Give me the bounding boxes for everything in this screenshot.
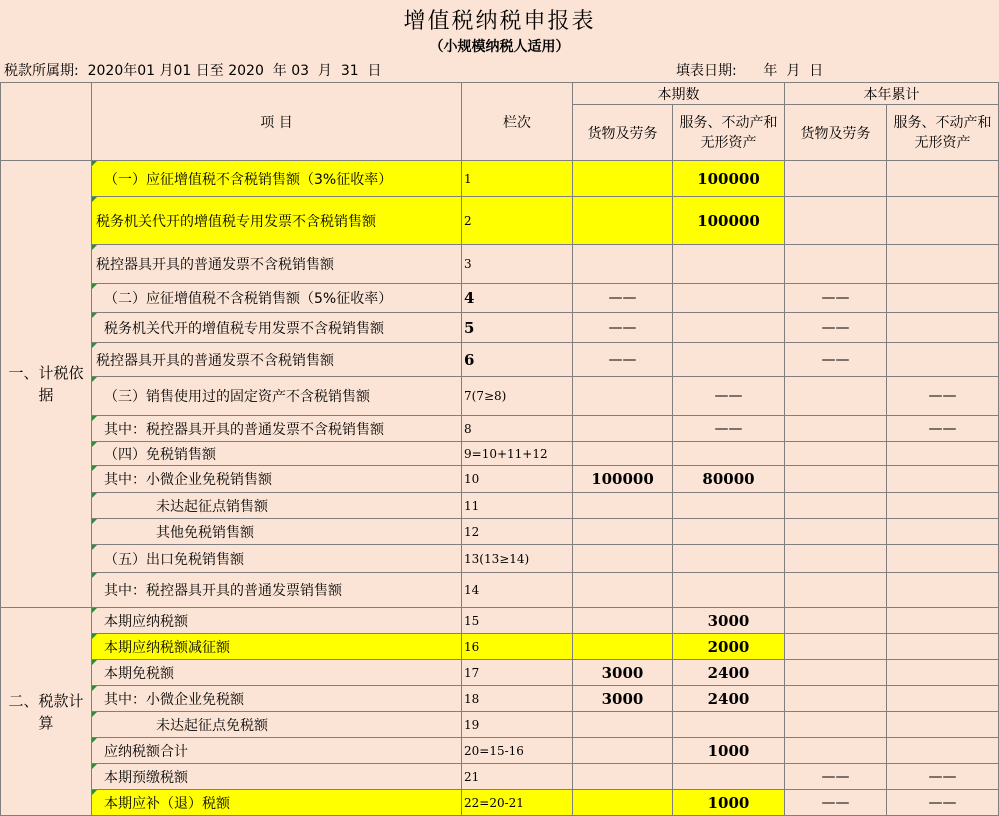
row-services[interactable]: 100000 [673,161,785,197]
row-ytd-goods: —— [785,790,887,816]
row-item: 未达起征点免税额 [92,712,462,738]
row-ytd-services: —— [887,377,999,416]
row-goods[interactable] [573,245,673,284]
row-ytd-services[interactable] [887,545,999,573]
row-goods[interactable] [573,573,673,608]
row-item: 应纳税额合计 [92,738,462,764]
row-ytd-services[interactable] [887,712,999,738]
header-corner [1,83,92,161]
row-ytd-goods[interactable] [785,197,887,245]
row-item: 其他免税销售额 [92,519,462,545]
row-item: 本期应纳税额减征额 [92,634,462,660]
row-item: 本期预缴税额 [92,764,462,790]
fill-date: 填表日期: 年 月 日 [676,63,824,79]
row-services[interactable] [673,245,785,284]
row-goods: —— [573,284,673,313]
row-line: 10 [462,466,573,493]
row-item: 本期免税额 [92,660,462,686]
row-ytd-goods: —— [785,343,887,377]
row-goods[interactable] [573,738,673,764]
row-services[interactable] [673,284,785,313]
header-ytd-goods: 货物及劳务 [785,105,887,161]
row-ytd-services: —— [887,790,999,816]
row-item: （四）免税销售额 [92,442,462,466]
row-ytd-goods[interactable] [785,466,887,493]
form-title: 增值税纳税申报表 [403,9,596,34]
row-line: 22=20-21 [462,790,573,816]
row-ytd-services[interactable] [887,519,999,545]
row-goods[interactable] [573,608,673,634]
row-services[interactable]: 100000 [673,197,785,245]
row-ytd-goods[interactable] [785,161,887,197]
row-ytd-services[interactable] [887,608,999,634]
row-line: 15 [462,608,573,634]
row-item: 未达起征点销售额 [92,493,462,519]
row-ytd-services[interactable] [887,245,999,284]
row-ytd-services: —— [887,764,999,790]
row-line: 18 [462,686,573,712]
row-goods[interactable] [573,377,673,416]
row-line: 13(13≥14) [462,545,573,573]
row-services[interactable] [673,712,785,738]
row-services[interactable] [673,493,785,519]
row-ytd-services[interactable] [887,686,999,712]
row-ytd-goods[interactable] [785,377,887,416]
row-line: 5 [462,313,573,343]
header-ytd-services: 服务、不动产和无形资产 [887,105,999,161]
row-services[interactable]: 1000 [673,790,785,816]
row-line: 6 [462,343,573,377]
row-ytd-goods: —— [785,764,887,790]
row-item: （三）销售使用过的固定资产不含税销售额 [92,377,462,416]
row-ytd-services[interactable] [887,343,999,377]
row-item: 本期应补（退）税额 [92,790,462,816]
row-line: 17 [462,660,573,686]
header-ytd: 本年累计 [785,83,999,105]
row-ytd-services[interactable] [887,660,999,686]
row-line: 21 [462,764,573,790]
row-goods[interactable] [573,545,673,573]
row-goods[interactable] [573,493,673,519]
row-ytd-services[interactable] [887,493,999,519]
row-goods[interactable] [573,442,673,466]
header-current-goods: 货物及劳务 [573,105,673,161]
row-goods[interactable] [573,712,673,738]
header-current-period: 本期数 [573,83,785,105]
row-services: —— [673,416,785,442]
row-line: 8 [462,416,573,442]
row-item: 税控器具开具的普通发票不含税销售额 [92,245,462,284]
row-line: 19 [462,712,573,738]
row-item: （二）应征增值税不含税销售额（5%征收率） [92,284,462,313]
row-goods: —— [573,343,673,377]
row-ytd-services: —— [887,416,999,442]
row-services[interactable]: 3000 [673,608,785,634]
row-ytd-services[interactable] [887,634,999,660]
row-goods[interactable] [573,634,673,660]
row-line: 14 [462,573,573,608]
row-line: 20=15-16 [462,738,573,764]
row-goods[interactable]: 3000 [573,660,673,686]
row-services[interactable]: 2400 [673,686,785,712]
row-ytd-services[interactable] [887,161,999,197]
row-ytd-goods[interactable] [785,245,887,284]
row-ytd-services[interactable] [887,313,999,343]
row-goods[interactable] [573,764,673,790]
row-ytd-goods[interactable] [785,493,887,519]
row-services[interactable] [673,519,785,545]
row-goods[interactable] [573,416,673,442]
row-ytd-services[interactable] [887,197,999,245]
row-item: （五）出口免税销售额 [92,545,462,573]
row-services[interactable] [673,442,785,466]
row-line: 9=10+11+12 [462,442,573,466]
row-services[interactable] [673,545,785,573]
declaration-table [0,82,999,816]
row-item: 税务机关代开的增值税专用发票不含税销售额 [92,313,462,343]
row-goods[interactable] [573,790,673,816]
row-line: 12 [462,519,573,545]
row-item: 其中：小微企业免税销售额 [92,466,462,493]
row-line: 4 [462,284,573,313]
row-services[interactable] [673,573,785,608]
row-line: 11 [462,493,573,519]
row-goods[interactable] [573,161,673,197]
tax-period: 税款所属期: 2020年01 月01 日至 2020 年 03 月 31 日 [4,63,382,79]
row-goods[interactable]: 3000 [573,686,673,712]
row-item: （一）应征增值税不含税销售额（3%征收率） [92,161,462,197]
row-goods: —— [573,313,673,343]
row-ytd-services[interactable] [887,573,999,608]
row-ytd-goods[interactable] [785,660,887,686]
row-line: 3 [462,245,573,284]
row-ytd-services[interactable] [887,442,999,466]
row-ytd-services[interactable] [887,466,999,493]
row-services: —— [673,377,785,416]
row-item: 本期应纳税额 [92,608,462,634]
row-ytd-goods: —— [785,313,887,343]
section-tax-basis: 一、计税依据 [1,161,92,608]
row-ytd-goods[interactable] [785,573,887,608]
row-item: 其中：税控器具开具的普通发票不含税销售额 [92,416,462,442]
row-item: 其中：小微企业免税额 [92,686,462,712]
row-ytd-goods[interactable] [785,712,887,738]
row-item: 税务机关代开的增值税专用发票不含税销售额 [92,197,462,245]
header-item: 项 目 [92,83,462,161]
row-ytd-goods[interactable] [785,686,887,712]
row-line: 1 [462,161,573,197]
row-goods[interactable] [573,197,673,245]
row-ytd-goods[interactable] [785,416,887,442]
row-services[interactable]: 2400 [673,660,785,686]
row-goods[interactable]: 100000 [573,466,673,493]
section-tax-calculation: 二、税款计算 [1,608,92,816]
row-services[interactable] [673,313,785,343]
row-services[interactable]: 80000 [673,466,785,493]
row-ytd-goods[interactable] [785,634,887,660]
row-line: 7(7≥8) [462,377,573,416]
form-subtitle: （小规模纳税人适用） [429,39,570,55]
row-line: 2 [462,197,573,245]
row-ytd-goods[interactable] [785,738,887,764]
row-services[interactable]: 2000 [673,634,785,660]
row-ytd-goods: —— [785,284,887,313]
row-services[interactable]: 1000 [673,738,785,764]
row-item: 税控器具开具的普通发票不含税销售额 [92,343,462,377]
row-services[interactable] [673,764,785,790]
row-ytd-goods[interactable] [785,519,887,545]
row-line: 16 [462,634,573,660]
row-services[interactable] [673,343,785,377]
row-ytd-goods[interactable] [785,545,887,573]
header-line-no: 栏次 [462,83,573,161]
row-ytd-services[interactable] [887,284,999,313]
row-ytd-services[interactable] [887,738,999,764]
header-current-services: 服务、不动产和无形资产 [673,105,785,161]
row-ytd-goods[interactable] [785,608,887,634]
row-goods[interactable] [573,519,673,545]
row-ytd-goods[interactable] [785,442,887,466]
row-item: 其中：税控器具开具的普通发票销售额 [92,573,462,608]
